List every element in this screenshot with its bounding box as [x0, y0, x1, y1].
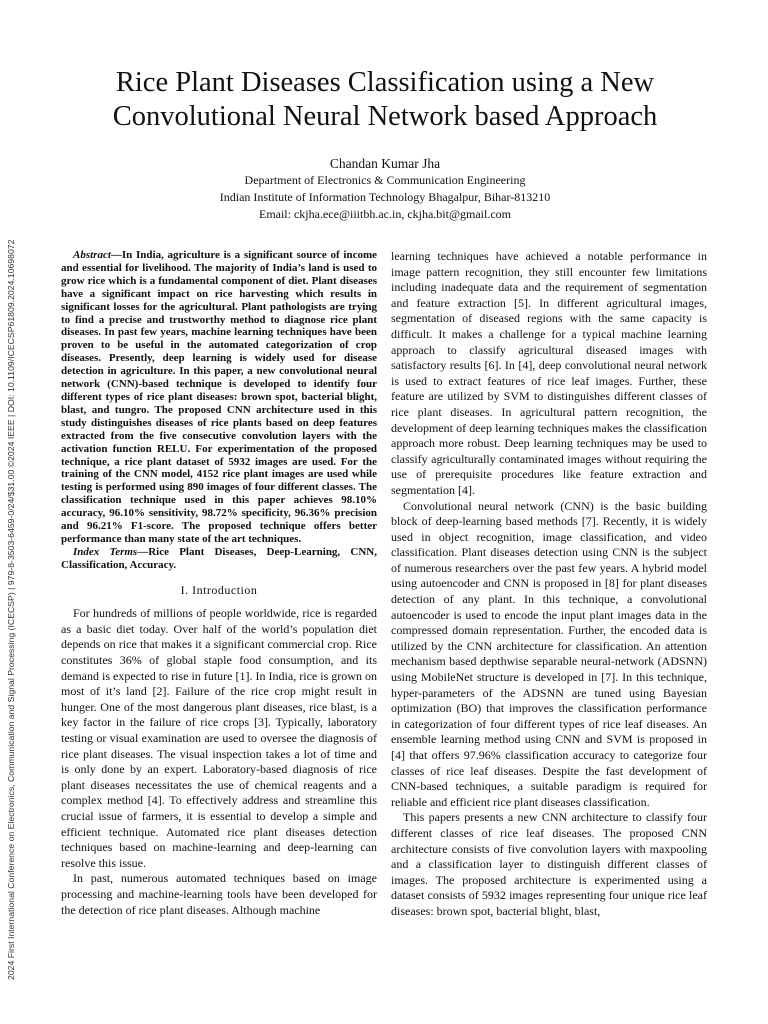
left-column — [61, 249, 377, 918]
abstract-label: Abstract — [73, 249, 111, 261]
right-paragraph-2: Convolutional neural network (CNN) is the basic building block of deep-learning based methods [7]. Recently, it is widely used in object recognition, image classification, and video classification. Plant diseases detection using CNN is the subject of numerous researchers over the past few years. A hybrid model using autoencoder and CNN is proposed in [8] for plant diseases detection of any plant. In this technique, a convolutional autoencoder is used to encode the input plant images data in the compressed domain representation. Further, the encoded data is utilized by the CNN architecture for classification. An attention mechanism based depthwise separable neural-network (ADSNN) using MobileNet structure is developed in [7]. In this technique, hyper-parameters of the ADSNN are tuned using Bayesian optimization (BO) that improves the classification performance in categorization of four different types of rice leaf diseases. An ensemble learning method using CNN and SVM is proposed in [4] that offers 97.96% classification accuracy to categorize four classes of rice leaf diseases. Despite the fast development of CNN-based techniques, a suitable paradigm is required for reliable and efficient rice plant diseases classification. — [391, 498, 707, 809]
right-paragraph-3: This papers presents a new CNN architecture to classify four different classes of rice leaf diseases. The proposed CNN architecture consists of five convolution layers with maxpooling and a classification layer to distinguish different classes of images. The proposed architecture is experimented using a dataset consists of 5932 images representing four unique rice leaf diseases: brown spot, bacterial blight, blast, — [391, 810, 707, 918]
title-line-2: Convolutional Neural Network based Approach — [112, 101, 658, 132]
right-column — [391, 249, 707, 920]
doi-sidebar-text: 2024 First International Conference on Electronics, Communication and Signal Processing (ICECSP) | 979-8-3503-6459-0/24/$31.00 ©2024 IEEE | DOI: 10.1109/ICECSP61809.2024.10698072 — [6, 239, 16, 980]
affiliation-institute: Indian Institute of Information Technology Bhagalpur, Bihar-813210 — [219, 190, 551, 204]
paper-title — [60, 66, 710, 134]
abstract — [61, 249, 377, 546]
index-terms-text: —Rice Plant Diseases, Deep-Learning, CNN, Classification, Accuracy. — [61, 545, 377, 571]
right-paragraph-1: learning techniques have achieved a notable performance in image pattern recognition, they still encounter few limitations including inadequate data and the requirement of segmentation and feature extraction [5]. In different agricultural images, segmentation of diseased regions with the same capacity is difficult. It makes a challenge for a typical machine learning approach to classify agricultural diseased images with satisfactory results [6]. In [4], deep convolutional neural network is used to extract features of rice leaf images. Further, these feature are utilized by SVM to distinguishes different classes of rice plant diseases. In agricultural pattern recognition, the development of deep learning techniques makes the classification approach more robust. Deep learning techniques may be used to classify agriculturally contaminated images without requiring the use of prerequisite procedures like feature extraction and segmentation [4]. — [391, 249, 707, 497]
affiliation-block — [60, 172, 710, 223]
title-line-1: Rice Plant Diseases Classification using a New — [115, 67, 655, 98]
intro-paragraph-2: In past, numerous automated techniques based on image processing and machine-learning tools have been developed for the detection of rice plant diseases. Although machine — [61, 871, 377, 917]
index-terms-label: Index Terms — [73, 545, 138, 558]
abstract-text: —In India, agriculture is a significant source of income and essential for livelihood. The majority of India’s land is used to grow rice which is a fundamental component of diet. Plant diseases have a significant impact on rice harvesting which results in significant losses for the agricultural. Plant pathologists are trying to find a precise and trustworthy method to diagnose rice plant diseases. In past few years, machine learning techniques have been proven to be useful in the automated categorization of crop diseases. Presently, deep learning is widely used for disease detection in agriculture. In this paper, a new convolutional neural network (CNN)-based technique is developed to identify four different types of rice plant diseases: brown spot, bacterial blight, blast, and tungro. The proposed CNN architecture used in this study distinguishes diseases of rice plants based on deep features extracted from the five consecutive convolution layers with the activation function RELU. For experimentation of the proposed technique, a rice plant dataset of 5932 images are used. For the training of the CNN model, 4152 rice plant images are used while testing is performed using 890 images of four different classes. The classification technique used in this paper achieves 98.10% accuracy, 96.10% sensitivity, 98.72% specificity, 96.36% precision and 96.21% F1-score. The proposed technique offers better performance than many state of the art techniques. — [61, 249, 377, 545]
intro-paragraph-1: For hundreds of millions of people worldwide, rice is regarded as a basic diet today. Over half of the world’s population diet depends on rice that makes it a significant commercial crop. Rice constitutes 36% of global staple food consumption, and its demand is expected to rise in future [1]. In India, rice is grown on most of it’s land [2]. Failure of the rice crop might result in hunger. One of the most dangerous plant diseases, rice blast, is a key factor in the failure of rice crops [3]. Typically, laboratory testing or visual examination are used to oversee the diagnosis of rice plant diseases. The visual inspection takes a lot of time and is only done by an expert. Laboratory-based diagnosis of rice plant diseases necessitates the use of chemical reagents and a complex method [4]. To effectively address and streamline this crucial issue of farmers, it is essential to develop a simple and efficient technique. Automated rice plant diseases detection techniques based on machine-learning and deep-learning can resolve this issue. — [61, 606, 377, 870]
affiliation-email: Email: ckjha.ece@iiitbh.ac.in, ckjha.bit@gmail.com — [258, 207, 512, 221]
author-name: Chandan Kumar Jha — [329, 156, 441, 171]
section-heading-introduction: I. Introduction — [180, 582, 258, 597]
affiliation-department: Department of Electronics & Communication Engineering — [244, 173, 526, 187]
doi-sidebar — [6, 160, 20, 980]
index-terms — [61, 546, 377, 572]
